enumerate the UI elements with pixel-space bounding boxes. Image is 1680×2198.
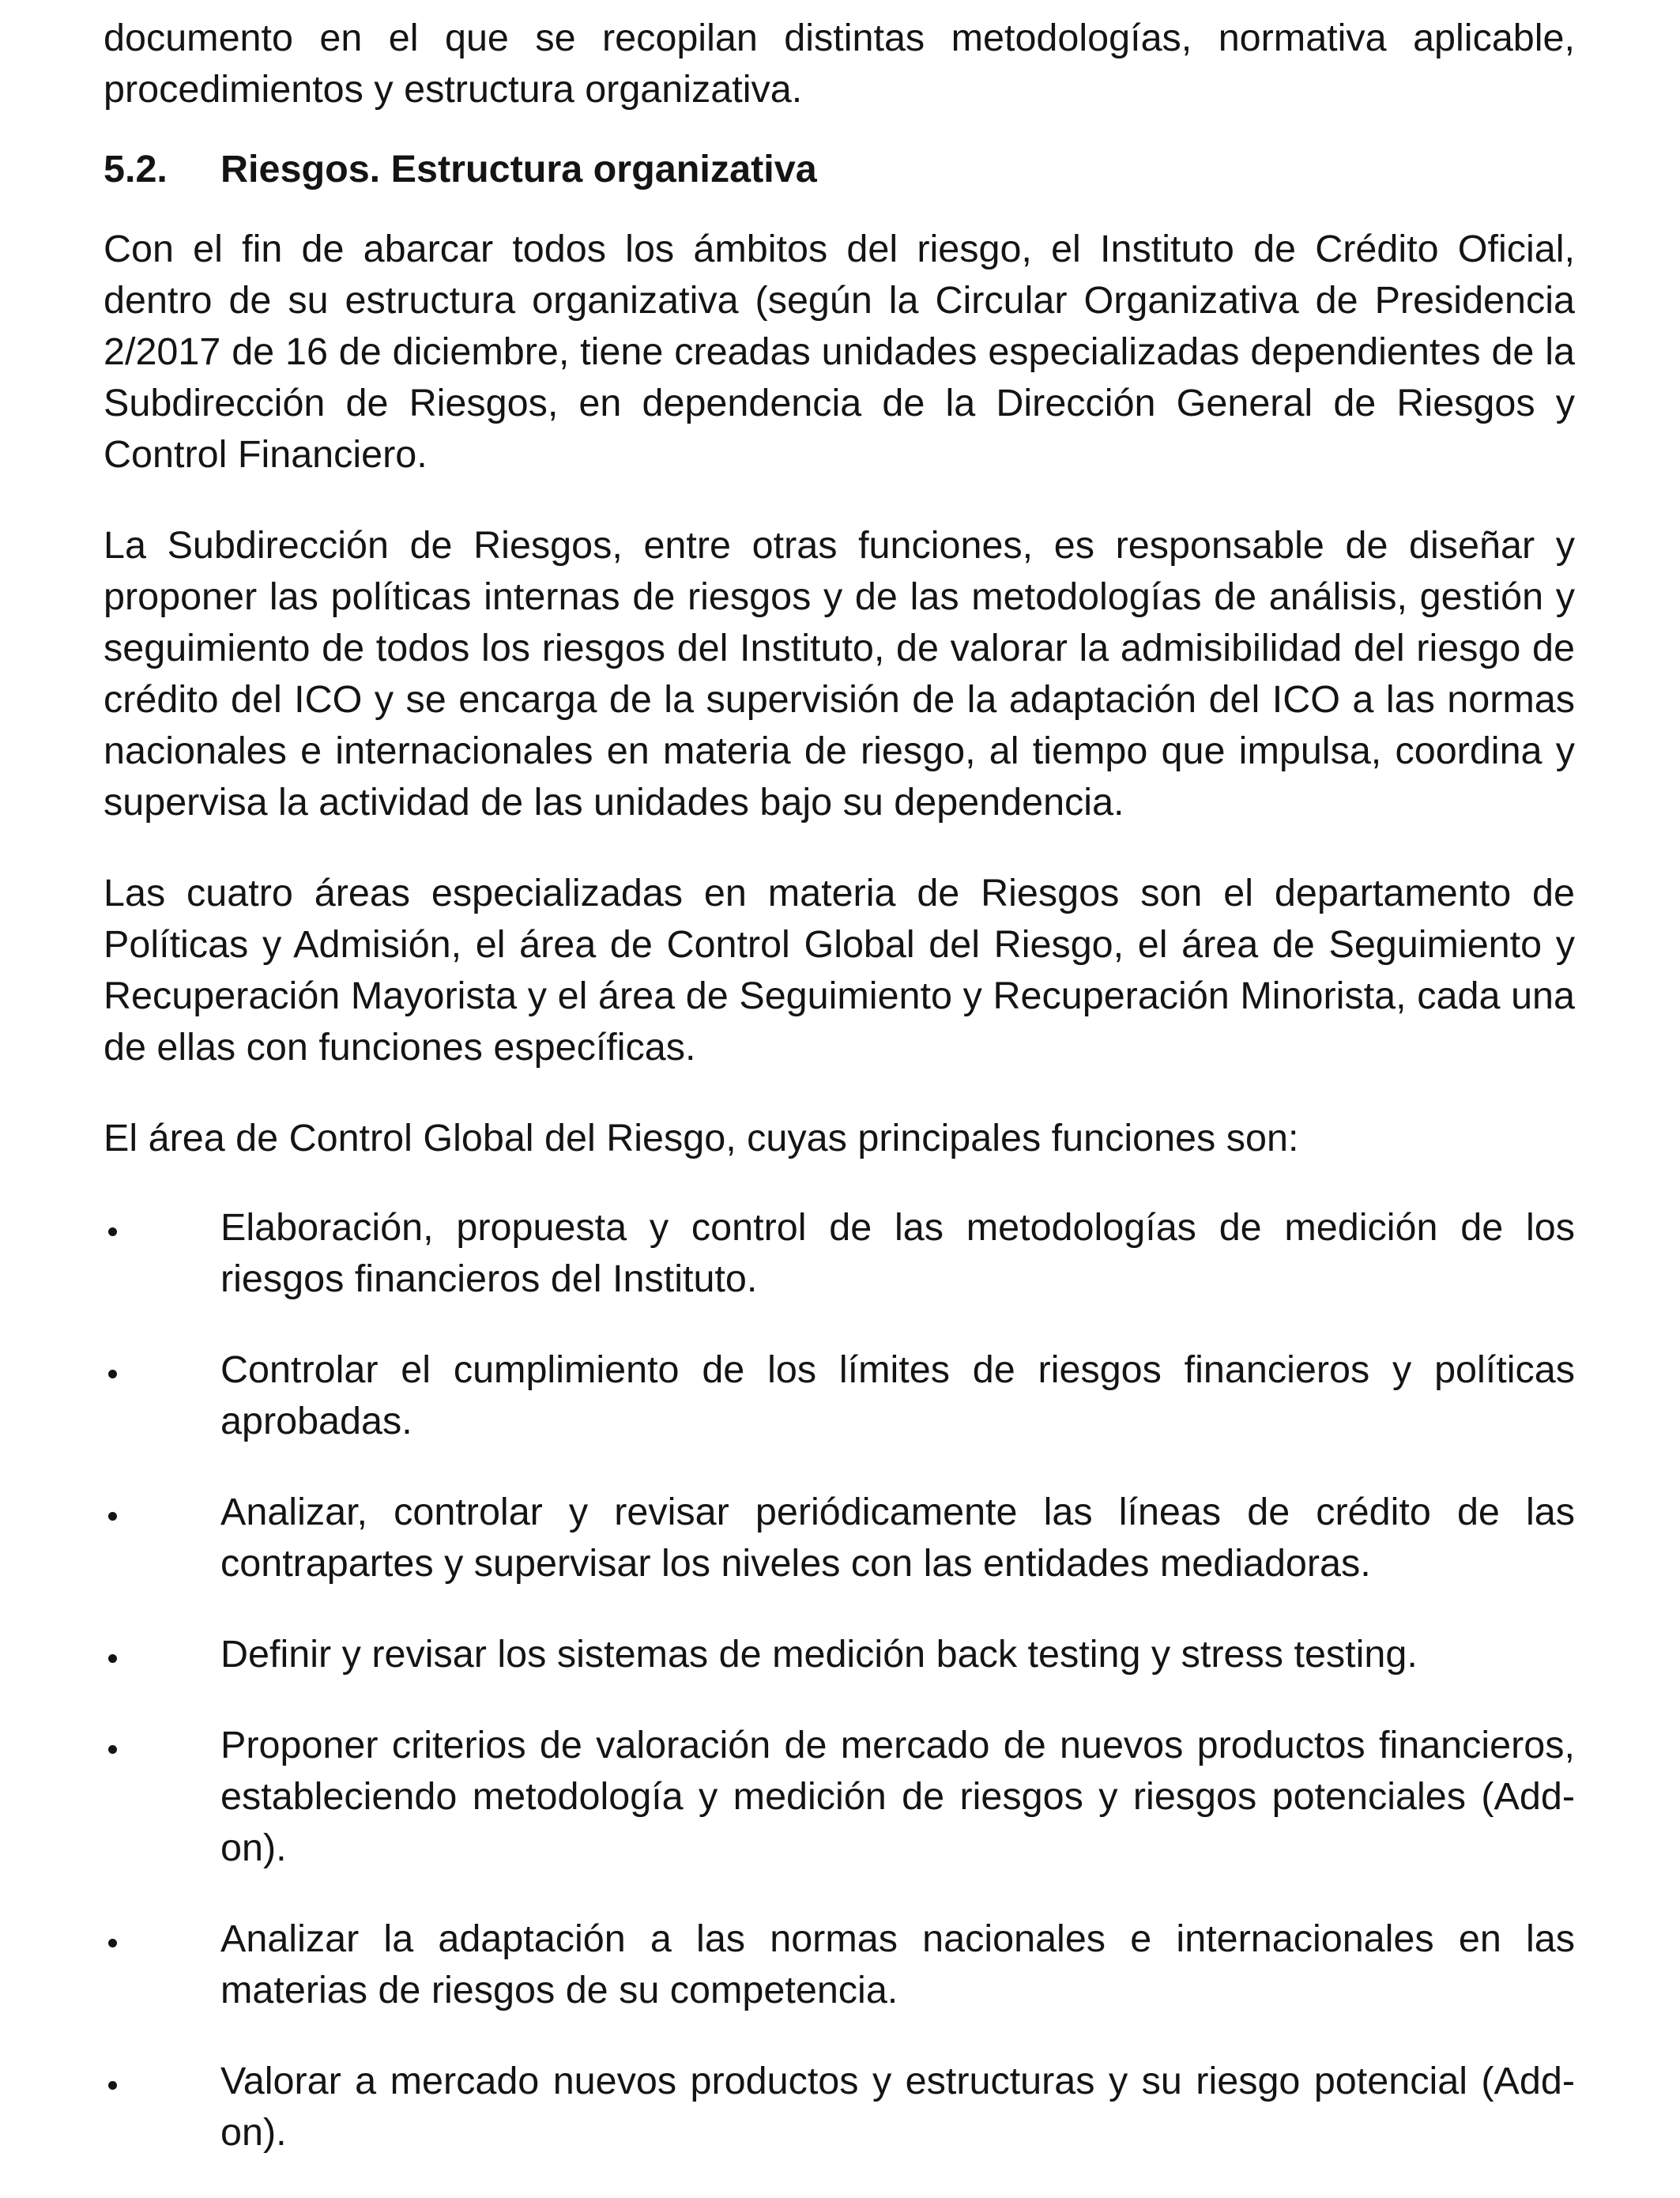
bullet-icon — [104, 1202, 220, 1305]
list-item-text: Elaboración, propuesta y control de las metodologías de medición de los riesgos financieros del Instituto. — [220, 1206, 1575, 1300]
list-item — [104, 1487, 1575, 1589]
bullet-icon — [104, 1487, 220, 1589]
paragraph-scope: Con el fin de abarcar todos los ámbitos del riesgo, el Instituto de Crédito Oficial, dentro de su estructura organizativa (según la Circular Organizativa de Presidencia 2/2017 de 16 de diciembre, tiene creadas unidades especializadas dependientes de la Subdirección de Riesgos, en dependencia de la Dirección General de Riesgos y Control Financiero. — [104, 228, 1575, 476]
bullet-icon — [104, 1629, 220, 1680]
bullet-icon — [104, 1344, 220, 1447]
document-page — [104, 13, 1575, 2198]
list-item — [104, 1913, 1575, 2016]
list-item-text: Definir y revisar los sistemas de medición back testing y stress testing. — [220, 1633, 1418, 1676]
list-item — [104, 1720, 1575, 1874]
paragraph-control-global: El área de Control Global del Riesgo, cuyas principales funciones son: — [104, 1117, 1299, 1159]
paragraph-areas: Las cuatro áreas especializadas en materia de Riesgos son el departamento de Políticas y Admisión, el área de Control Global del Riesgo, el área de Seguimiento y Recuperación Mayorista y el área de Seguimiento y Recuperación Minorista, cada una de ellas con funciones específicas. — [104, 872, 1575, 1069]
functions-list — [104, 1202, 1575, 2158]
intro-paragraph: documento en el que se recopilan distintas metodologías, normativa aplicable, procedimientos y estructura organizativa. — [104, 17, 1575, 111]
bullet-icon — [104, 1720, 220, 1874]
list-item — [104, 1629, 1575, 1680]
list-item-text: Analizar la adaptación a las normas nacionales e internacionales en las materias de riesgos de su competencia. — [220, 1917, 1575, 2011]
list-item — [104, 1344, 1575, 1447]
section-heading — [104, 144, 1575, 195]
list-item-text: Controlar el cumplimiento de los límites de riesgos financieros y políticas aprobadas. — [220, 1348, 1575, 1442]
bullet-icon — [104, 2056, 220, 2158]
paragraph-subdireccion: La Subdirección de Riesgos, entre otras funciones, es responsable de diseñar y proponer las políticas internas de riesgos y de las metodologías de análisis, gestión y seguimiento de todos los riesgos del Instituto, de valorar la admisibilidad del riesgo de crédito del ICO y se encarga de la supervisión de la adaptación del ICO a las normas nacionales e internacionales en materia de riesgo, al tiempo que impulsa, coordina y supervisa la actividad de las unidades bajo su dependencia. — [104, 524, 1575, 824]
list-item-text: Valorar a mercado nuevos productos y estructuras y su riesgo potencial (Add-on). — [220, 2060, 1575, 2154]
list-item-text: Proponer criterios de valoración de mercado de nuevos productos financieros, estableciendo metodología y medición de riesgos y riesgos potenciales (Add-on). — [220, 1724, 1575, 1869]
section-number: 5.2. — [104, 148, 168, 190]
list-item — [104, 2056, 1575, 2158]
list-item — [104, 1202, 1575, 1305]
list-item-text: Analizar, controlar y revisar periódicamente las líneas de crédito de las contrapartes y supervisar los niveles con las entidades mediadoras. — [220, 1491, 1575, 1585]
bullet-icon — [104, 1913, 220, 2016]
section-title: Riesgos. Estructura organizativa — [220, 148, 817, 190]
